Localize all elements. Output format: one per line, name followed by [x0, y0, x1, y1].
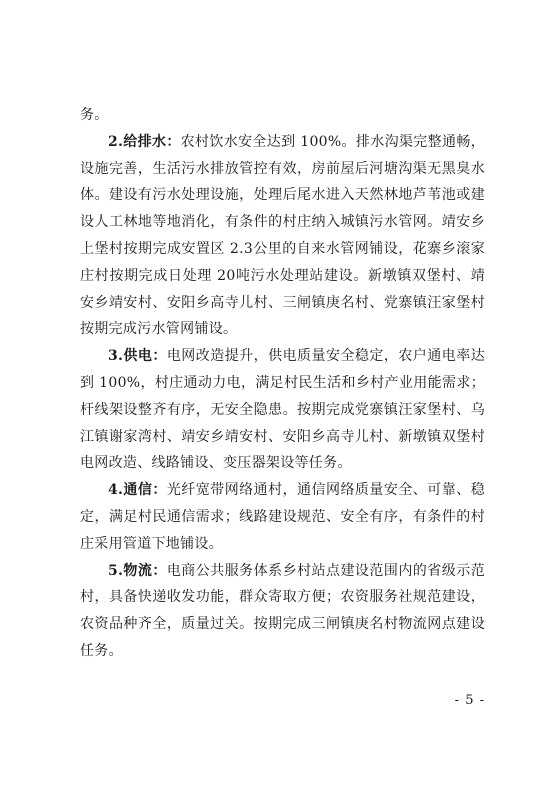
section-body-logistics: 电商公共服务体系乡村站点建设范围内的省级示范村，具备快递收发功能，群众寄取方便；农资服务社规范建设，农资品种齐全，质量过关。按期完成三闸镇庚名村物流网点建设任务。	[80, 562, 485, 659]
lead-fragment: 务。	[80, 107, 109, 123]
page-number: - 5 -	[454, 693, 485, 708]
section-power	[80, 343, 485, 477]
section-water	[80, 129, 485, 343]
section-body-telecom: 光纤宽带网络通村，通信网络质量安全、可靠、稳定，满足村民通信需求；线路建设规范、安全有序，有条件的村庄采用管道下地铺设。	[80, 482, 485, 552]
section-heading-power: 3.供电：	[108, 348, 167, 365]
section-body-power: 电网改造提升，供电质量安全稳定，农户通电率达到 100%，村庄通动力电，满足村民生活和乡村产业用能需求；杆线架设整齐有序，无安全隐患。按期完成党寨镇汪家堡村、乌江镇谢家湾村、靖安乡靖安村、安阳乡高寺儿村、新墩镇双堡村电网改造、线路铺设、变压器架设等任务。	[80, 348, 485, 472]
section-heading-water: 2.给排水：	[108, 133, 181, 150]
document-body	[80, 102, 485, 665]
section-heading-telecom: 4.通信：	[108, 482, 167, 499]
section-heading-logistics: 5.物流：	[108, 562, 167, 579]
section-logistics	[80, 558, 485, 665]
section-body-water: 农村饮水安全达到 100%。排水沟渠完整通畅，设施完善，生活污水排放管控有效，房前屋后河塘沟渠无黑臭水体。建设有污水处理设施，处理后尾水进入天然林地芦苇池或建设人工林地等地消化，有条件的村庄纳入城镇污水管网。靖安乡上堡村按期完成安置区 2.3公里的自来水管网铺设，花寨乡滚家庄村按期完成日处理 20吨污水处理站建设。新墩镇双堡村、靖安乡靖安村、安阳乡高寺儿村、三闸镇庚名村、党寨镇汪家堡村按期完成污水管网铺设。	[80, 133, 485, 338]
section-telecom	[80, 477, 485, 557]
